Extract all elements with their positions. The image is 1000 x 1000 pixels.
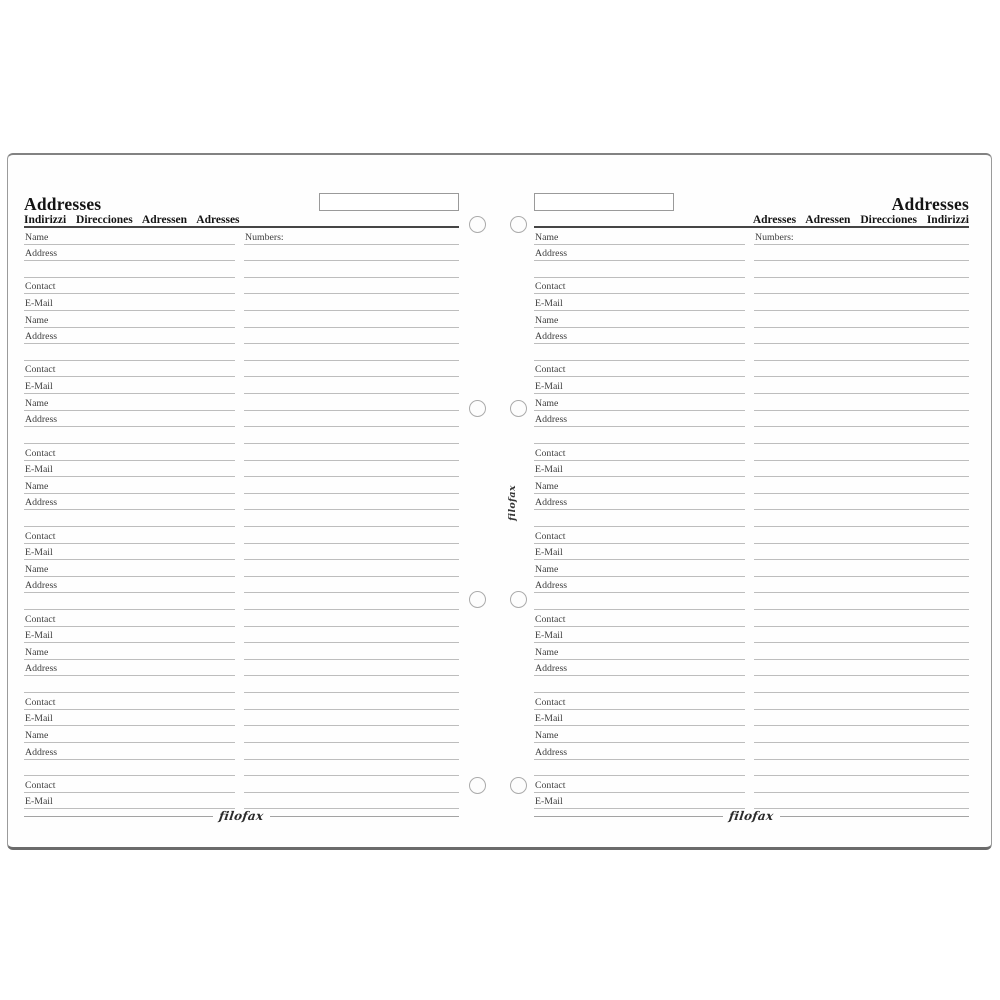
page-subtitle-translations: Indirizzi Direcciones Adressen Adresses (24, 214, 240, 226)
field-label: E-Mail (24, 793, 235, 810)
row-name (534, 394, 969, 411)
row-email (534, 793, 969, 810)
field-label: Name (24, 394, 235, 411)
row-address (534, 411, 969, 428)
row-address (534, 245, 969, 262)
header-row (534, 191, 969, 213)
row-email (24, 793, 459, 810)
row-contact (534, 610, 969, 627)
row-blank (534, 760, 969, 777)
numbers-column-line (754, 311, 969, 328)
row-email (24, 294, 459, 311)
numbers-column-line (754, 610, 969, 627)
field-label: Name (24, 560, 235, 577)
field-label: Name (534, 228, 745, 245)
field-label (534, 261, 745, 278)
field-label: E-Mail (24, 544, 235, 561)
numbers-column-line (754, 560, 969, 577)
numbers-column-line (754, 278, 969, 295)
numbers-column-line (244, 294, 459, 311)
row-name (24, 560, 459, 577)
row-name (24, 477, 459, 494)
field-label: Address (534, 494, 745, 511)
numbers-column-line (244, 593, 459, 610)
field-label: Address (24, 660, 235, 677)
row-address (534, 743, 969, 760)
field-label: Contact (24, 693, 235, 710)
numbers-column-line (244, 710, 459, 727)
numbers-column-line (754, 577, 969, 594)
row-email (24, 710, 459, 727)
numbers-column-line (754, 593, 969, 610)
numbers-column-line (244, 461, 459, 478)
row-email (534, 710, 969, 727)
row-email (534, 627, 969, 644)
punch-hole (469, 777, 486, 794)
numbers-column-line (754, 726, 969, 743)
numbers-column-line (754, 710, 969, 727)
field-label: Address (534, 577, 745, 594)
field-label: Address (534, 328, 745, 345)
row-address (24, 411, 459, 428)
punch-hole (510, 400, 527, 417)
row-contact (24, 610, 459, 627)
numbers-column-line (754, 477, 969, 494)
row-name (24, 394, 459, 411)
row-blank (534, 427, 969, 444)
numbers-column-line (754, 261, 969, 278)
row-email (24, 377, 459, 394)
field-label (534, 593, 745, 610)
row-blank (24, 510, 459, 527)
field-label: E-Mail (534, 544, 745, 561)
field-label: Name (24, 477, 235, 494)
numbers-column-line (244, 527, 459, 544)
filofax-logo: filofax (218, 809, 265, 824)
numbers-column-line (754, 394, 969, 411)
field-label: Address (24, 411, 235, 428)
field-label: Name (534, 726, 745, 743)
field-label: Address (24, 245, 235, 262)
row-address (24, 494, 459, 511)
field-label: Name (534, 394, 745, 411)
row-blank (534, 593, 969, 610)
field-label: Name (534, 560, 745, 577)
row-blank (24, 261, 459, 278)
numbers-column-line (754, 627, 969, 644)
header-row (24, 191, 459, 213)
field-label: Name (534, 643, 745, 660)
field-label: Contact (24, 527, 235, 544)
row-address (24, 328, 459, 345)
row-address (24, 743, 459, 760)
numbers-column-line (244, 427, 459, 444)
numbers-column-line (754, 793, 969, 810)
numbers-column-line (244, 245, 459, 262)
numbers-column-line (244, 344, 459, 361)
row-name (534, 477, 969, 494)
numbers-column-header: Numbers: (244, 228, 459, 245)
field-label (24, 427, 235, 444)
row-contact (534, 693, 969, 710)
field-label: E-Mail (24, 294, 235, 311)
field-label: E-Mail (534, 294, 745, 311)
numbers-column-line (754, 377, 969, 394)
field-label: E-Mail (24, 461, 235, 478)
row-blank (24, 427, 459, 444)
field-label (534, 510, 745, 527)
field-label: Address (24, 494, 235, 511)
field-label: Contact (24, 776, 235, 793)
field-label: Contact (534, 444, 745, 461)
row-contact (534, 527, 969, 544)
row-address (24, 245, 459, 262)
row-name (534, 311, 969, 328)
address-refill-sheet (7, 153, 992, 850)
numbers-column-line (754, 361, 969, 378)
numbers-column-line (754, 676, 969, 693)
row-contact (534, 361, 969, 378)
index-tab-box (319, 193, 459, 211)
numbers-column-line (244, 477, 459, 494)
field-label (534, 427, 745, 444)
punch-hole (510, 216, 527, 233)
row-name (24, 643, 459, 660)
field-label (534, 344, 745, 361)
field-label: Name (534, 477, 745, 494)
punch-hole (469, 216, 486, 233)
field-label: E-Mail (534, 461, 745, 478)
numbers-column-line (754, 660, 969, 677)
numbers-column-line (244, 610, 459, 627)
filofax-logo: filofax (728, 809, 775, 824)
field-label: Name (24, 311, 235, 328)
field-label: Contact (24, 444, 235, 461)
numbers-column-line (244, 361, 459, 378)
numbers-column-line (244, 261, 459, 278)
field-label: Contact (534, 527, 745, 544)
numbers-column-line (244, 676, 459, 693)
page-subtitle-translations: Adresses Adressen Direcciones Indirizzi (752, 214, 969, 226)
row-email (24, 461, 459, 478)
field-label: Contact (24, 361, 235, 378)
numbers-column-line (754, 427, 969, 444)
numbers-column-line (244, 793, 459, 810)
numbers-column-line (754, 444, 969, 461)
field-label: Contact (534, 278, 745, 295)
row-email (534, 294, 969, 311)
field-label: E-Mail (534, 627, 745, 644)
row-blank (24, 676, 459, 693)
numbers-column-line (244, 627, 459, 644)
row-contact (24, 693, 459, 710)
field-label: E-Mail (534, 377, 745, 394)
index-tab-box (534, 193, 674, 211)
field-label (24, 261, 235, 278)
row-blank (24, 344, 459, 361)
numbers-column-line (754, 344, 969, 361)
numbers-column-line (754, 643, 969, 660)
numbers-column-line (244, 494, 459, 511)
numbers-column-line (244, 411, 459, 428)
row-name (24, 228, 459, 245)
row-address (534, 328, 969, 345)
field-label: Address (534, 245, 745, 262)
field-label (534, 676, 745, 693)
page-header-right (534, 191, 969, 228)
page-title: Addresses (891, 194, 969, 214)
address-table-left (24, 228, 459, 809)
field-label: Address (534, 411, 745, 428)
numbers-column-line (754, 411, 969, 428)
field-label: Address (24, 328, 235, 345)
row-name (534, 228, 969, 245)
field-label: Name (24, 228, 235, 245)
numbers-column-header: Numbers: (754, 228, 969, 245)
numbers-column-line (754, 544, 969, 561)
address-page-left (24, 191, 459, 822)
punch-hole (469, 400, 486, 417)
row-name (534, 643, 969, 660)
row-name (24, 726, 459, 743)
numbers-column-line (244, 743, 459, 760)
row-email (534, 377, 969, 394)
footer-rule (534, 810, 969, 822)
numbers-column-line (754, 461, 969, 478)
row-contact (24, 278, 459, 295)
numbers-column-line (244, 328, 459, 345)
row-contact (534, 776, 969, 793)
row-name (24, 311, 459, 328)
row-blank (24, 593, 459, 610)
footer-rule (24, 810, 459, 822)
field-label (24, 760, 235, 777)
numbers-column-line (244, 776, 459, 793)
field-label: E-Mail (24, 627, 235, 644)
row-blank (534, 261, 969, 278)
numbers-column-line (754, 743, 969, 760)
row-address (24, 660, 459, 677)
row-blank (24, 760, 459, 777)
row-blank (534, 510, 969, 527)
numbers-column-line (244, 510, 459, 527)
filofax-spine-logo: filofax (507, 485, 518, 521)
field-label: E-Mail (534, 710, 745, 727)
numbers-column-line (244, 311, 459, 328)
numbers-column-line (754, 328, 969, 345)
numbers-column-line (244, 660, 459, 677)
numbers-column-line (754, 527, 969, 544)
row-contact (24, 361, 459, 378)
numbers-column-line (754, 776, 969, 793)
row-address (534, 660, 969, 677)
row-contact (534, 444, 969, 461)
row-name (534, 726, 969, 743)
numbers-column-line (754, 245, 969, 262)
numbers-column-line (244, 760, 459, 777)
page-title: Addresses (24, 194, 102, 214)
field-label: E-Mail (24, 377, 235, 394)
numbers-column-line (244, 278, 459, 295)
field-label: Contact (534, 776, 745, 793)
field-label: E-Mail (534, 793, 745, 810)
numbers-column-line (244, 693, 459, 710)
field-label: Address (24, 577, 235, 594)
field-label: Address (534, 743, 745, 760)
row-name (534, 560, 969, 577)
row-email (24, 544, 459, 561)
numbers-column-line (244, 577, 459, 594)
numbers-column-line (754, 494, 969, 511)
row-address (534, 494, 969, 511)
address-table-right (534, 228, 969, 809)
row-email (534, 544, 969, 561)
numbers-column-line (754, 760, 969, 777)
row-contact (24, 776, 459, 793)
field-label: Address (24, 743, 235, 760)
field-label: Contact (534, 361, 745, 378)
punch-hole (469, 591, 486, 608)
numbers-column-line (244, 560, 459, 577)
numbers-column-line (754, 693, 969, 710)
row-email (534, 461, 969, 478)
row-blank (534, 676, 969, 693)
field-label: Name (534, 311, 745, 328)
row-contact (24, 444, 459, 461)
field-label: Name (24, 643, 235, 660)
numbers-column-line (754, 294, 969, 311)
numbers-column-line (244, 643, 459, 660)
row-contact (24, 527, 459, 544)
numbers-column-line (244, 377, 459, 394)
field-label (24, 344, 235, 361)
field-label: Contact (534, 693, 745, 710)
row-address (534, 577, 969, 594)
field-label: Contact (534, 610, 745, 627)
row-contact (534, 278, 969, 295)
page-header-left (24, 191, 459, 228)
numbers-column-line (244, 394, 459, 411)
row-email (24, 627, 459, 644)
numbers-column-line (754, 510, 969, 527)
field-label (24, 593, 235, 610)
field-label: Contact (24, 278, 235, 295)
field-label: Contact (24, 610, 235, 627)
numbers-column-line (244, 444, 459, 461)
field-label (534, 760, 745, 777)
field-label: E-Mail (24, 710, 235, 727)
field-label (24, 676, 235, 693)
numbers-column-line (244, 726, 459, 743)
punch-hole (510, 777, 527, 794)
numbers-column-line (244, 544, 459, 561)
address-page-right (534, 191, 969, 822)
row-blank (534, 344, 969, 361)
punch-hole (510, 591, 527, 608)
row-address (24, 577, 459, 594)
field-label (24, 510, 235, 527)
field-label: Address (534, 660, 745, 677)
field-label: Name (24, 726, 235, 743)
